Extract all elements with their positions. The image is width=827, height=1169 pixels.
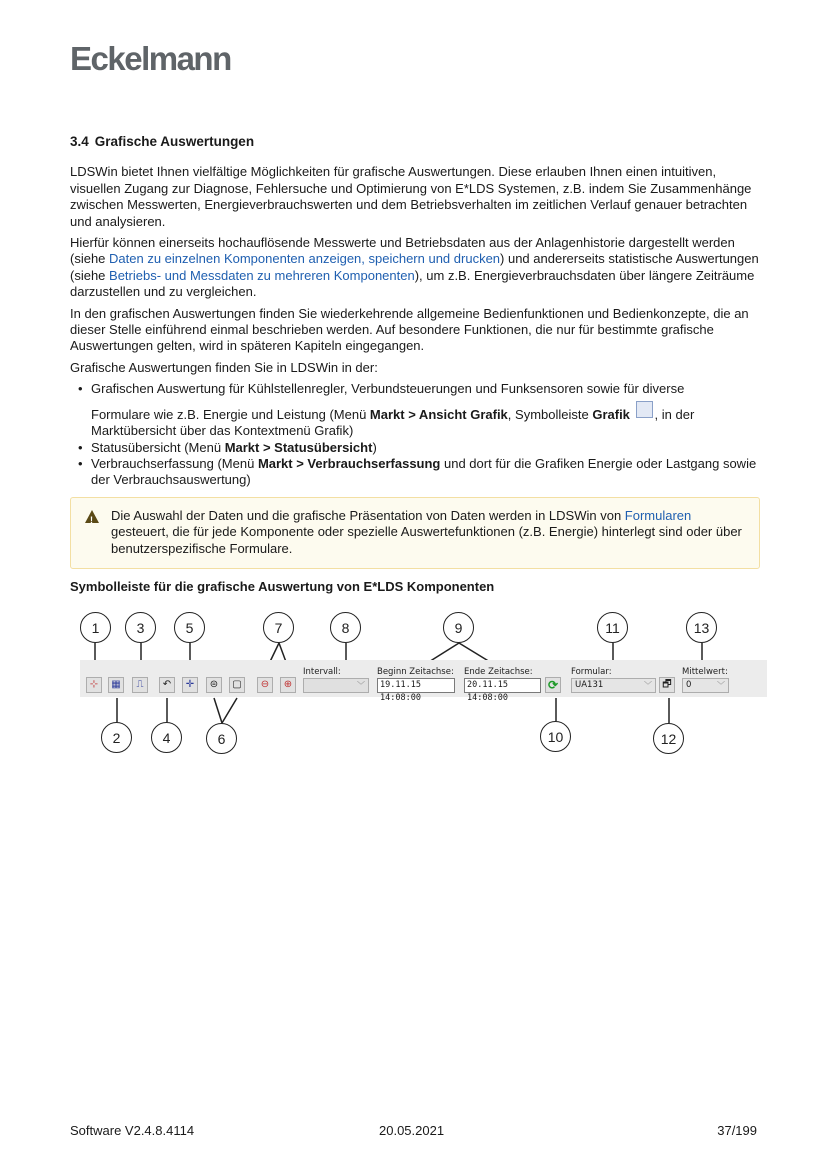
- callout-2: 2: [101, 722, 132, 753]
- paragraph-1: LDSWin bietet Ihnen vielfältige Möglichkeiten für grafische Auswertungen. Diese erlauben Ihnen einen intuitiven, visuellen Zugang zur Diagnose, Fehlersuche und Optimierung von E*LDS Systemen, z.B. indem Sie Zusammenhänge zwischen Messwerten, Energieverbrauchswerten und dem Betriebsverhalten im zeitlichen Verlauf genauer betrachten und analysieren.: [70, 164, 752, 229]
- zoom-in-icon[interactable]: ⊕: [280, 677, 296, 693]
- chevron-down-icon: ﹀: [717, 681, 725, 690]
- ende-label: Ende Zeitachse:: [464, 667, 533, 677]
- footer-version: Software V2.4.8.4114: [70, 1123, 195, 1138]
- link-formularen[interactable]: Formularen: [624, 507, 692, 523]
- text: ) und andererseits statistische Auswertungen (siehe: [70, 251, 759, 283]
- mittelwert-label: Mittelwert:: [682, 667, 728, 677]
- mittelwert-value: 0: [686, 680, 692, 690]
- text: ), um z.B. Energieverbrauchsdaten über längere Zeiträume darzustellen und zu vergleichen.: [70, 267, 755, 300]
- zoom-fit-icon[interactable]: ⊜: [206, 677, 222, 693]
- beginn-input[interactable]: 19.11.15 14:08:00: [377, 678, 455, 693]
- paragraph-3: In den grafischen Auswertungen finden Sie wiederkehrende allgemeine Bedienfunktionen und Bedienkonzepte, die an dieser Stelle einführend einmal beschrieben werden. Auf besondere Funktionen, die nur für bestimmte grafische Auswertungen gelten, wird in späteren Kapiteln eingegangen.: [70, 305, 749, 354]
- text: Formulare wie z.B. Energie und Leistung (Menü: [91, 406, 370, 422]
- link-daten-einzelne-komponenten[interactable]: Daten zu einzelnen Komponenten anzeigen, speichern und drucken: [109, 251, 501, 267]
- callout-10: 10: [540, 721, 571, 752]
- text: , in der Marktübersicht über das Kontextmenü Grafik): [91, 406, 695, 439]
- text: und dort für die Grafiken Energie oder Lastgang sowie der Verbrauchsauswertung): [91, 455, 757, 488]
- undo-icon[interactable]: ↶: [159, 677, 175, 693]
- intervall-select[interactable]: [303, 678, 369, 693]
- paragraph-4: Grafische Auswertungen finden Sie in LDSWin in der:: [70, 359, 378, 375]
- crosshair-icon[interactable]: ✛: [182, 677, 198, 693]
- callout-12: 12: [653, 723, 684, 754]
- text: Verbrauchserfassung (Menü: [91, 455, 258, 471]
- formular-value: UA131: [575, 680, 604, 690]
- text: gesteuert, die für jede Komponente oder spezielle Auswertefunktionen (z.B. Energie) hinterlegt sind oder über benutzerspezifische Formulare.: [111, 524, 742, 556]
- callout-5: 5: [174, 612, 205, 643]
- menu-path: Markt > Ansicht Grafik: [369, 406, 508, 422]
- callout-3: 3: [125, 612, 156, 643]
- callout-7: 7: [263, 612, 294, 643]
- footer-page-number: 37/199: [717, 1123, 757, 1138]
- formular-label: Formular:: [571, 667, 612, 677]
- section-number: 3.4: [70, 134, 89, 149]
- callout-8: 8: [330, 612, 361, 643]
- toolbar-name: Grafik: [592, 406, 630, 422]
- text: ): [372, 439, 377, 455]
- text: Hierfür können einerseits hochauflösende Messwerte und Betriebsdaten aus der Anlagenhistorie dargestellt werden (siehe: [70, 235, 735, 267]
- callout-11: 11: [597, 612, 628, 643]
- callout-4: 4: [151, 722, 182, 753]
- footer-date: 20.05.2021: [379, 1123, 445, 1138]
- menu-path: Markt > Statusübersicht: [224, 439, 373, 455]
- callout-9: 9: [443, 612, 474, 643]
- link-betriebs-messdaten[interactable]: Betriebs- und Messdaten zu mehreren Komponenten: [109, 267, 415, 283]
- callout-6: 6: [206, 723, 237, 754]
- menu-path: Markt > Verbrauchserfassung: [257, 455, 441, 471]
- form-settings-icon[interactable]: 🗗: [659, 677, 675, 693]
- text: Grafischen Auswertung für Kühlstellenregler, Verbundsteuerungen und Funksensoren sowie für diverse: [91, 381, 685, 397]
- grid-chart-icon[interactable]: ▦: [108, 677, 124, 693]
- chevron-down-icon: ﹀: [357, 681, 365, 690]
- zoom-out-icon[interactable]: ⊖: [257, 677, 273, 693]
- section-title: Grafische Auswertungen: [94, 134, 255, 149]
- callout-1: 1: [80, 612, 111, 643]
- eckelmann-logo: Eckelmann: [70, 40, 231, 77]
- text: , Symbolleiste: [507, 406, 593, 422]
- text: Die Auswahl der Daten und die grafische Präsentation von Daten werden in LDSWin von: [111, 507, 625, 523]
- toolbar-figure-title: Symbolleiste für die grafische Auswertung von E*LDS Komponenten: [70, 578, 495, 594]
- refresh-icon[interactable]: ⟳: [545, 677, 561, 693]
- formular-select[interactable]: [571, 678, 656, 693]
- cursor-chart-icon[interactable]: ⊹: [86, 677, 102, 693]
- callout-13: 13: [686, 612, 717, 643]
- intervall-label: Intervall:: [303, 667, 341, 677]
- mittelwert-select[interactable]: [682, 678, 729, 693]
- chevron-down-icon: ﹀: [644, 681, 652, 690]
- step-chart-icon[interactable]: ⎍: [132, 677, 148, 693]
- text: Statusübersicht (Menü: [91, 439, 225, 455]
- zoom-window-icon[interactable]: ▢: [229, 677, 245, 693]
- beginn-label: Beginn Zeitachse:: [377, 667, 454, 677]
- ende-input[interactable]: 20.11.15 14:08:00: [464, 678, 541, 693]
